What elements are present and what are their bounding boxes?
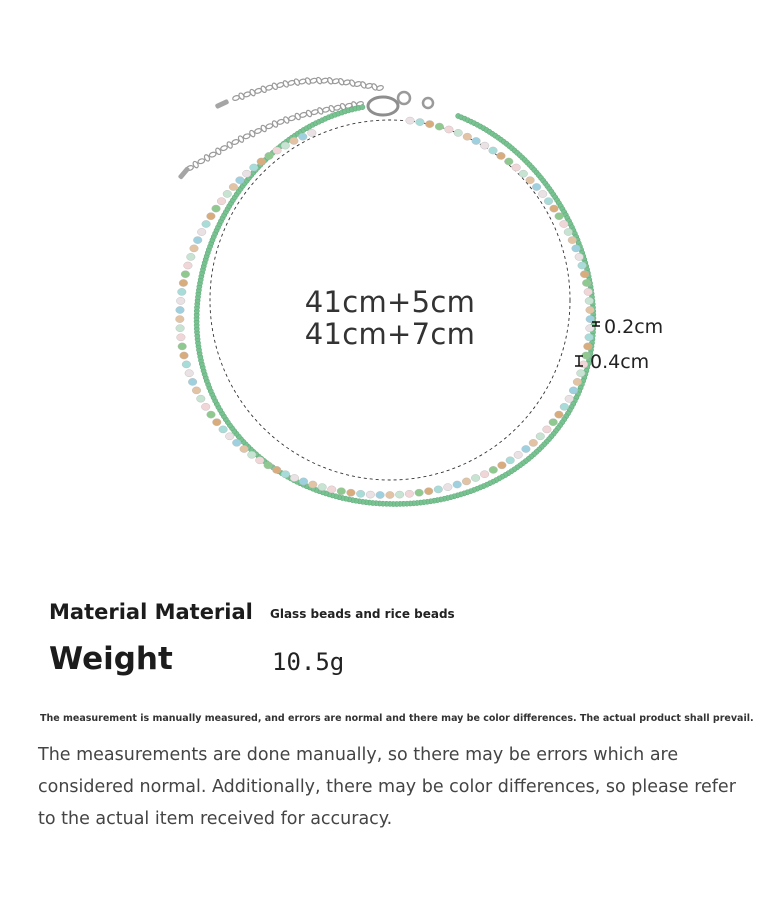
glass-bead [480,471,489,478]
measurement-disclaimer-long: The measurements are done manually, so there may be errors which are considered normal. Additionally, there may be color differences, so please refer to the actual item received for accuracy. [38,745,736,829]
glass-bead [425,121,434,128]
bead-size-label-large: 0.4cm [590,351,650,373]
glass-bead [236,177,245,184]
glass-bead [193,237,202,244]
glass-bead [281,471,290,478]
glass-bead [424,488,433,495]
glass-bead [584,288,593,295]
glass-bead [454,129,463,136]
glass-bead [480,142,489,149]
glass-bead [580,271,589,278]
glass-bead [232,439,241,446]
material-value: Glass beads and rice beads [270,607,455,621]
weight-value: 10.5g [272,648,345,676]
glass-bead [498,462,507,469]
glass-bead [544,198,553,205]
glass-bead [519,170,528,177]
glass-bead [453,481,462,488]
glass-bead [265,152,274,159]
glass-bead [462,478,471,485]
glass-bead [514,451,523,458]
glass-bead [578,262,587,269]
glass-bead [575,253,584,260]
glass-bead [549,419,558,426]
glass-bead [213,419,222,426]
glass-bead [434,486,443,493]
glass-bead [506,457,515,464]
glass-bead [569,387,578,394]
glass-bead [176,325,185,332]
glass-bead [185,370,194,377]
glass-bead [560,403,569,410]
glass-bead [415,489,424,496]
glass-bead [179,279,188,286]
glass-bead [416,119,425,126]
glass-bead [181,271,190,278]
glass-bead [207,411,216,418]
glass-bead [444,484,453,491]
glass-bead [273,147,282,154]
glass-bead [192,387,201,394]
glass-bead [257,158,266,165]
glass-bead [202,220,211,227]
glass-bead [463,133,472,140]
glass-bead [445,126,454,133]
glass-bead [177,334,186,341]
glass-bead [579,361,588,368]
glass-bead [582,279,591,286]
glass-bead [532,183,541,190]
glass-bead [197,395,206,402]
clasp [368,92,433,115]
glass-bead [308,129,317,136]
glass-bead [337,488,346,495]
glass-bead [366,491,375,498]
chain-link [231,139,239,145]
chain-link [376,85,384,91]
glass-bead [207,213,216,220]
glass-bead [376,491,385,498]
glass-bead [176,306,185,313]
seed-bead [360,105,365,110]
glass-bead [225,433,234,440]
material-label: Material Material [49,600,253,624]
glass-bead [299,133,308,140]
glass-bead [529,439,538,446]
chain-end-tab [215,99,230,109]
glass-bead [188,378,197,385]
glass-bead [290,137,299,144]
glass-bead [217,198,226,205]
glass-bead [489,147,498,154]
length-label-short: 41cm+5cm [304,285,476,319]
glass-bead [264,462,273,469]
glass-bead [347,489,356,496]
glass-bead [250,164,259,171]
glass-bead [290,474,299,481]
glass-bead [281,142,290,149]
glass-bead [497,152,506,159]
glass-bead [212,205,221,212]
glass-bead [272,466,281,473]
glass-bead [564,228,573,235]
glass-bead [178,343,187,350]
chain-link [197,158,205,164]
glass-bead [386,491,395,498]
glass-bead [584,343,593,350]
glass-bead [573,378,582,385]
glass-bead [176,297,185,304]
glass-bead [176,316,185,323]
extension-chains [178,77,384,180]
glass-bead [543,426,552,433]
length-label-long: 41cm+7cm [304,317,476,351]
glass-bead [406,117,415,124]
glass-bead [538,190,547,197]
glass-bead [201,403,210,410]
glass-bead [585,297,594,304]
glass-bead [184,262,193,269]
glass-bead [187,253,196,260]
glass-bead [577,370,586,377]
glass-bead [435,123,444,130]
chain-link [220,145,228,151]
glass-bead [555,411,564,418]
glass-bead [356,490,365,497]
glass-bead [471,474,480,481]
glass-bead [505,158,514,165]
glass-bead [242,170,251,177]
glass-bead [190,245,199,252]
glass-bead [526,177,535,184]
glass-bead [585,334,594,341]
glass-bead [489,466,498,473]
glass-bead [555,213,564,220]
glass-bead [223,190,232,197]
glass-bead [255,457,264,464]
glass-bead [572,245,581,252]
glass-bead [182,361,191,368]
glass-bead [472,137,481,144]
bead-size-label-small: 0.2cm [604,316,664,338]
glass-bead [395,491,404,498]
glass-bead [565,395,574,402]
glass-bead [229,183,238,190]
glass-bead [568,237,577,244]
glass-bead [522,445,531,452]
glass-bead [197,228,206,235]
glass-bead [327,486,336,493]
glass-bead [550,205,559,212]
glass-bead [512,164,521,171]
glass-bead [240,445,249,452]
glass-bead [180,352,189,359]
glass-bead [318,484,327,491]
glass-bead [536,433,545,440]
glass-bead [248,451,257,458]
weight-label: Weight [49,641,173,677]
chain-end-tab [178,166,191,180]
chain-link [209,151,217,157]
glass-bead [178,288,187,295]
glass-bead [586,306,595,313]
glass-bead [560,220,569,227]
glass-bead [299,478,308,485]
glass-bead [405,490,414,497]
glass-bead [219,426,228,433]
measurement-disclaimer-short: The measurement is manually measured, and errors are normal and there may be color differences. The actual product shall prevail. [40,713,754,724]
glass-bead [309,481,318,488]
